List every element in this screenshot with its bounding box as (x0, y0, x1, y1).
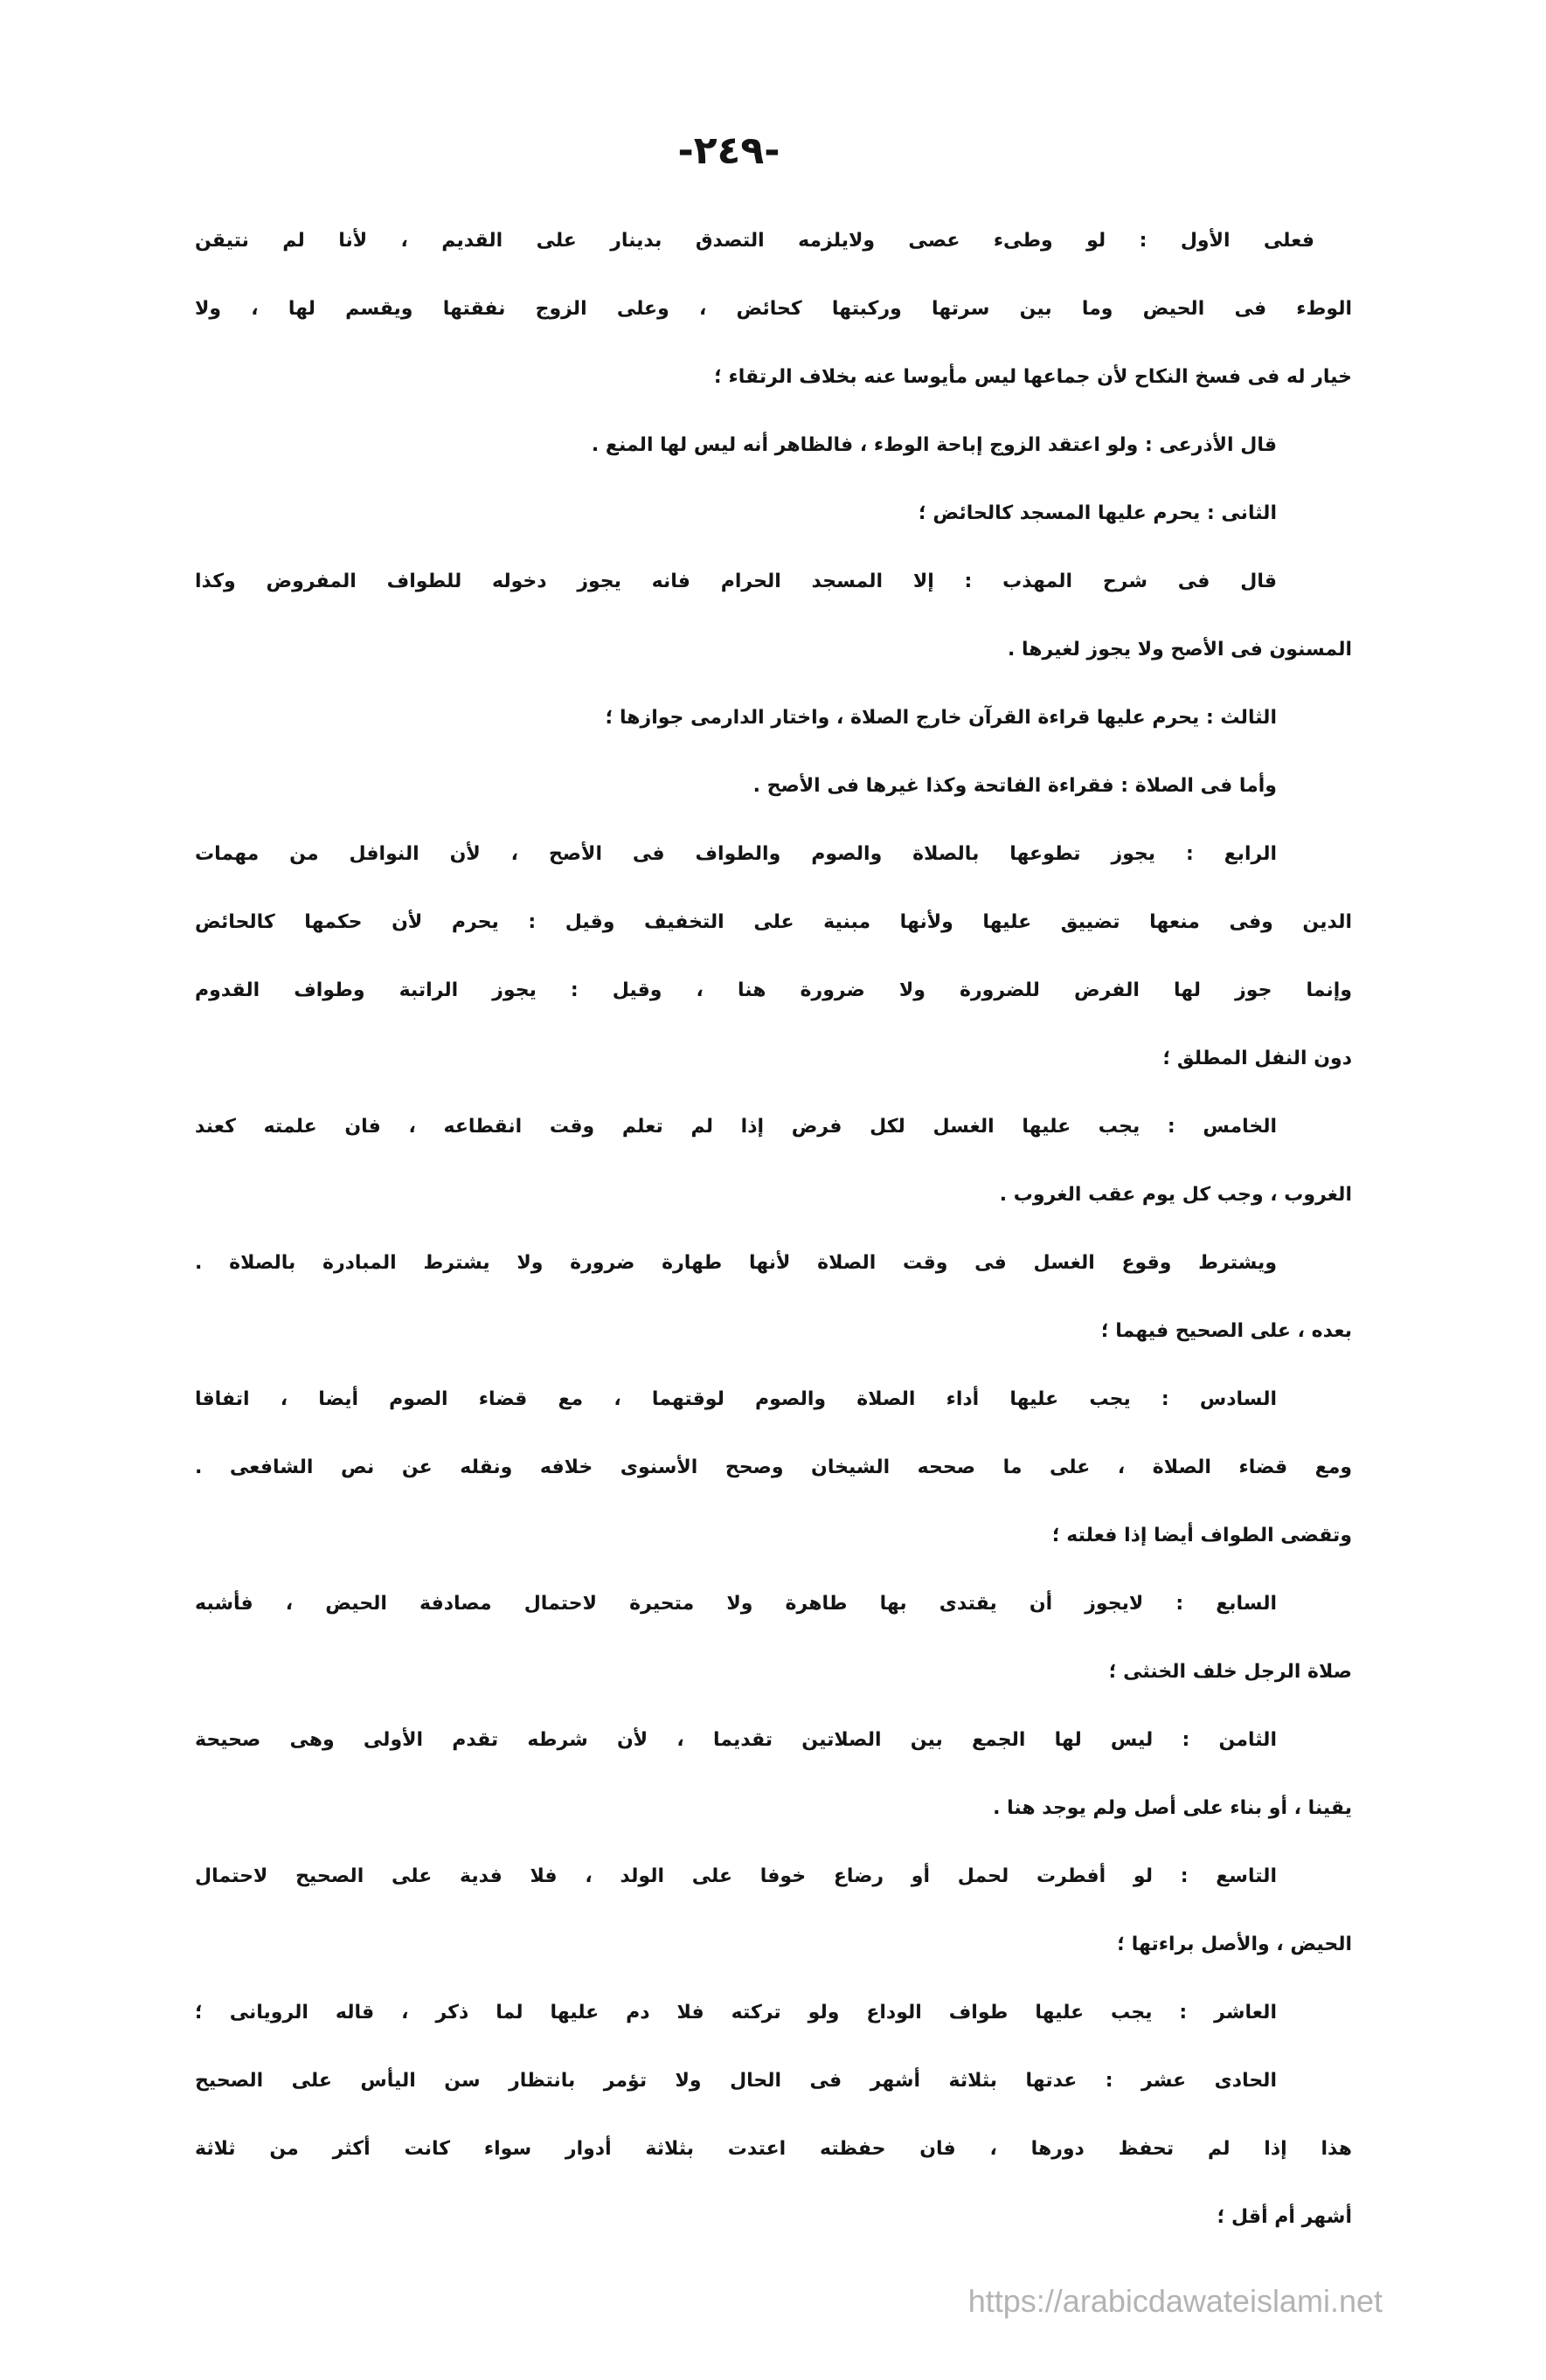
text-line: وتقضى الطواف أيضا إذا فعلته ؛ (1051, 1525, 1352, 1546)
text-line: خيار له فى فسخ النكاح لأن جماعها ليس مأيوسا عنه بخلاف الرتقاء ؛ (714, 366, 1352, 388)
text-line: بعده ، على الصحيح فيهما ؛ (1100, 1320, 1352, 1342)
text-line: الخامس : يجب عليها الغسل لكل فرض إذا لم تعلم وقت انقطاعه ، فان علمته كعند (195, 1116, 1277, 1138)
paragraph (195, 1706, 1352, 1843)
text-line: قال الأذرعى : ولو اعتقد الزوج إباحة الوطء ، فالظاهر أنه ليس لها المنع . (591, 434, 1277, 456)
paragraph (195, 1229, 1352, 1366)
text-line: العاشر : يجب عليها طواف الوداع ولو تركته فلا دم عليها لما ذكر ، قاله الرويانى ؛ (195, 2002, 1277, 2024)
paragraph (195, 548, 1352, 684)
paragraph (195, 2047, 1352, 2252)
text-line: السادس : يجب عليها أداء الصلاة والصوم لوقتهما ، مع قضاء الصوم أيضا ، اتفاقا (195, 1388, 1277, 1410)
watermark-url: https://arabicdawateislami.net (967, 2283, 1383, 2319)
paragraph (195, 1570, 1352, 1706)
paragraph (195, 207, 1352, 412)
text-line: وإنما جوز لها الفرض للضرورة ولا ضرورة هنا ، وقيل : يجوز الراتبة وطواف القدوم (195, 979, 1352, 1001)
text-line: دون النفل المطلق ؛ (1162, 1048, 1352, 1069)
text-line: الرابع : يجوز تطوعها بالصلاة والصوم والطواف فى الأصح ، لأن النوافل من مهمات (195, 843, 1277, 865)
text-line: الحادى عشر : عدتها بثلاثة أشهر فى الحال ولا تؤمر بانتظار سن اليأس على الصحيح (195, 2070, 1277, 2092)
text-line: فعلى الأول : لو وطىء عصى ولايلزمه التصدق بدينار على القديم ، لأنا لم نتيقن (195, 230, 1314, 252)
text-line: الثانى : يحرم عليها المسجد كالحائض ؛ (918, 502, 1277, 524)
page-number: -٢٤٩- (677, 128, 780, 173)
paragraph (195, 820, 1352, 1093)
text-line: أشهر أم أقل ؛ (1217, 2206, 1352, 2228)
text-line: التاسع : لو أفطرت لحمل أو رضاع خوفا على الولد ، فلا فدية على الصحيح لاحتمال (195, 1865, 1277, 1887)
text-line: الحيض ، والأصل براءتها ؛ (1117, 1934, 1352, 1955)
text-line: صلاة الرجل خلف الخنثى ؛ (1108, 1661, 1352, 1683)
paragraph (195, 412, 1352, 480)
text-line: السابع : لايجوز أن يقتدى بها طاهرة ولا متحيرة لاحتمال مصادفة الحيض ، فأشبه (195, 1593, 1277, 1615)
paragraph (195, 1843, 1352, 1979)
text-line: الوطء فى الحيض وما بين سرتها وركبتها كحائض ، وعلى الزوج نفقتها ويقسم لها ، ولا (195, 298, 1352, 320)
paragraph (195, 480, 1352, 548)
text-line: هذا إذا لم تحفظ دورها ، فان حفظته اعتدت بثلاثة أدوار سواء كانت أكثر من ثلاثة (195, 2138, 1352, 2160)
text-line: المسنون فى الأصح ولا يجوز لغيرها . (1008, 639, 1352, 661)
text-line: يقينا ، أو بناء على أصل ولم يوجد هنا . (993, 1797, 1352, 1819)
text-line: الثالث : يحرم عليها قراءة القرآن خارج الصلاة ، واختار الدارمى جوازها ؛ (605, 707, 1277, 729)
text-line: ويشترط وقوع الغسل فى وقت الصلاة لأنها طهارة ضرورة ولا يشترط المبادرة بالصلاة . (195, 1252, 1277, 1274)
text-line: ومع قضاء الصلاة ، على ما صححه الشيخان وصحح الأسنوى خلافه ونقله عن نص الشافعى . (195, 1456, 1352, 1478)
text-line: وأما فى الصلاة : فقراءة الفاتحة وكذا غيرها فى الأصح . (752, 775, 1277, 797)
text-line: قال فى شرح المهذب : إلا المسجد الحرام فانه يجوز دخوله للطواف المفروض وكذا (195, 571, 1277, 592)
paragraph (195, 1093, 1352, 1229)
paragraph (195, 1979, 1352, 2047)
paragraph (195, 684, 1352, 752)
text-line: الدين وفى منعها تضييق عليها ولأنها مبنية على التخفيف وقيل : يحرم لأن حكمها كالحائض (195, 911, 1352, 933)
page-body (195, 207, 1352, 2252)
paragraph (195, 752, 1352, 820)
text-line: الثامن : ليس لها الجمع بين الصلاتين تقديما ، لأن شرطه تقدم الأولى وهى صحيحة (195, 1729, 1277, 1751)
text-line: الغروب ، وجب كل يوم عقب الغروب . (999, 1184, 1352, 1206)
paragraph (195, 1366, 1352, 1570)
